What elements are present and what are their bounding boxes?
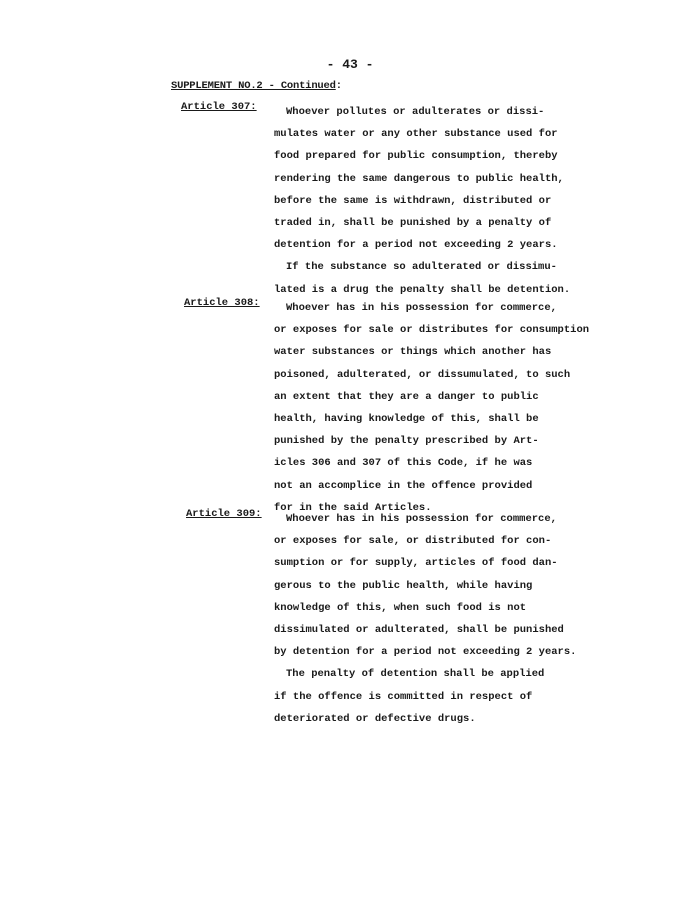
supplement-heading <box>171 80 342 92</box>
text-line: lated is a drug the penalty shall be detention. <box>274 283 571 296</box>
text-line: Whoever has in his possession for commerce, <box>286 302 557 314</box>
text-line: deteriorated or defective drugs. <box>274 712 476 725</box>
text-line: food prepared for public consumption, thereby <box>274 150 558 163</box>
article-title: Article 307: <box>181 101 257 113</box>
text-line: The penalty of detention shall be applied <box>286 668 545 681</box>
text-line: for in the said Articles. <box>274 501 432 514</box>
text-line: Whoever pollutes or adulterates or dissi- <box>286 106 545 118</box>
text-line: or exposes for sale, or distributed for con- <box>274 535 552 548</box>
text-line: not an accomplice in the offence provided <box>274 479 533 492</box>
text-line: sumption or for supply, articles of food dan- <box>274 557 558 570</box>
text-line: rendering the same dangerous to public health, <box>274 172 564 185</box>
text-line: before the same is withdrawn, distributed or <box>274 194 552 207</box>
text-line: Whoever has in his possession for commerce, <box>286 513 557 525</box>
text-line: health, having knowledge of this, shall be <box>274 412 539 425</box>
text-line: poisoned, adulterated, or dissumulated, to such <box>274 368 571 381</box>
article-body <box>274 297 590 519</box>
text-line: or exposes for sale or distributes for consumption <box>274 324 590 337</box>
text-line: detention for a period not exceeding 2 years. <box>274 239 558 252</box>
text-line: if the offence is committed in respect of <box>274 690 533 703</box>
text-line: dissimulated or adulterated, shall be punished <box>274 623 564 636</box>
text-line: traded in, shall be punished by a penalty of <box>274 216 552 229</box>
article-title: Article 308: <box>184 297 260 309</box>
text-line: If the substance so adulterated or dissimu- <box>286 261 557 274</box>
article-body <box>274 508 577 730</box>
article-body <box>274 101 571 301</box>
text-line: an extent that they are a danger to public <box>274 390 539 403</box>
text-line: by detention for a period not exceeding 2 years. <box>274 646 577 659</box>
page-number: - 43 - <box>326 57 374 72</box>
text-line: water substances or things which another has <box>274 346 552 359</box>
text-line: icles 306 and 307 of this Code, if he was <box>274 457 533 470</box>
supplement-heading-text: SUPPLEMENT NO.2 - Continued <box>171 80 336 92</box>
text-line: mulates water or any other substance used for <box>274 128 558 141</box>
text-line: punished by the penalty prescribed by Art- <box>274 435 539 448</box>
supplement-heading-colon: : <box>335 80 342 92</box>
article-title: Article 309: <box>186 508 262 520</box>
text-line: knowledge of this, when such food is not <box>274 601 527 614</box>
text-line: gerous to the public health, while having <box>274 579 533 592</box>
